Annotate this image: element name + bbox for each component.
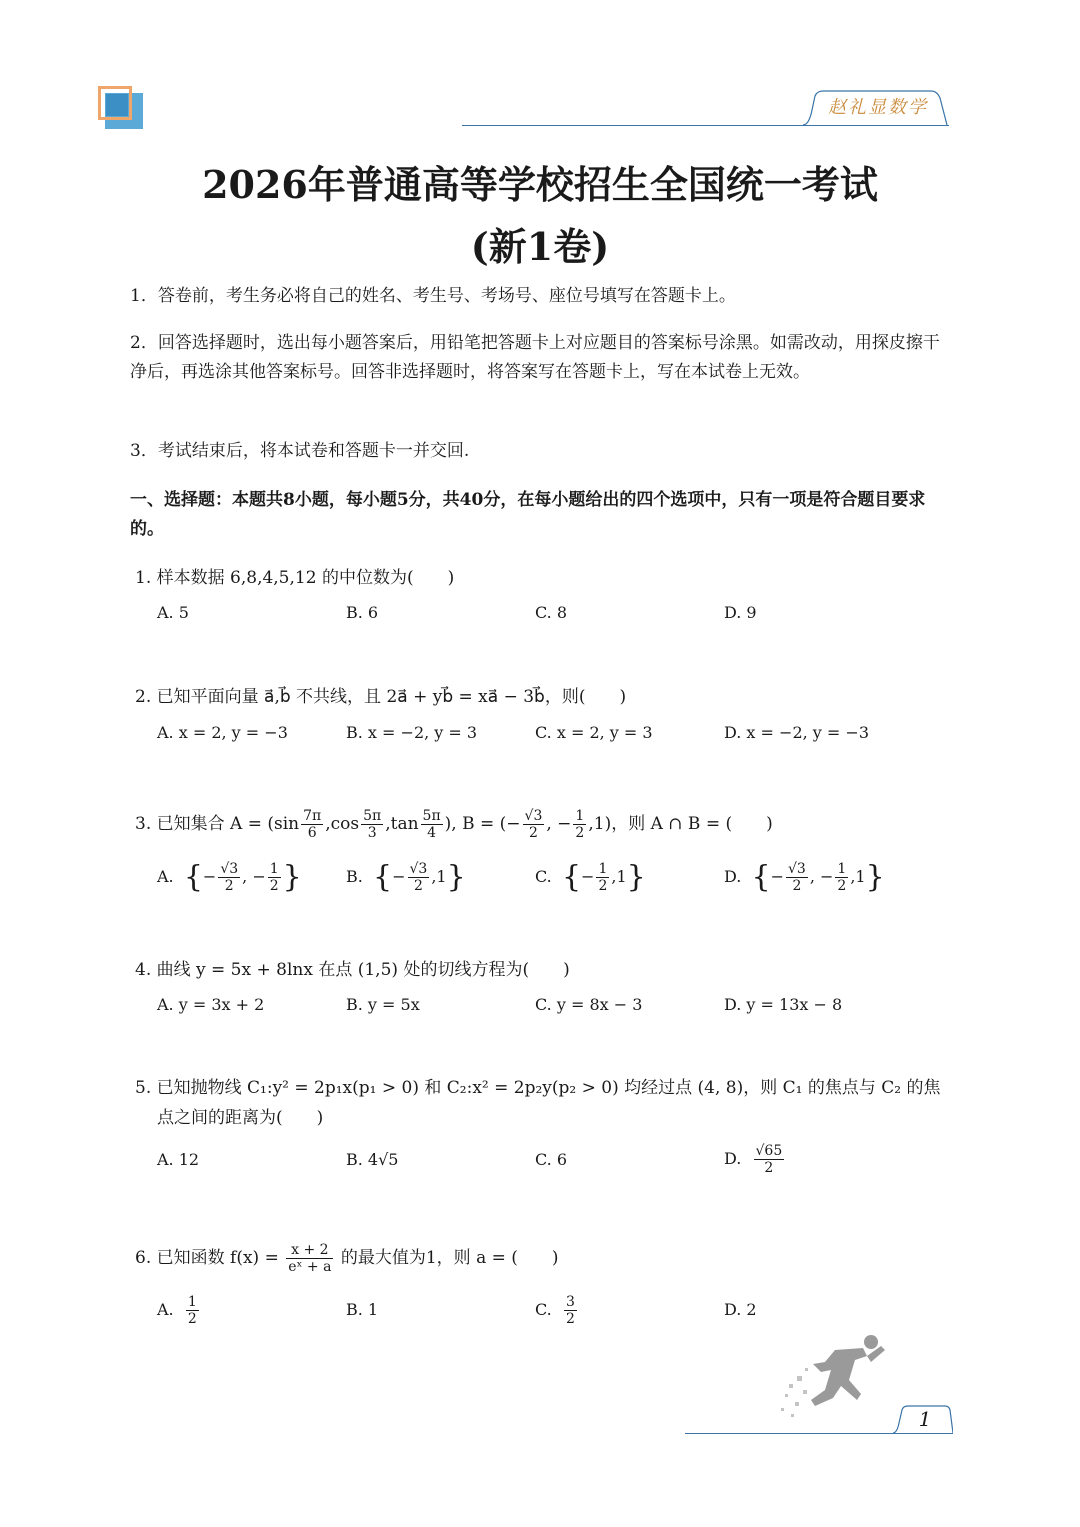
page-number: 1 xyxy=(918,1407,932,1431)
q5-option-b: B. 4√5 xyxy=(346,1150,399,1169)
exam-title: 2026年普通高等学校招生全国统一考试 xyxy=(202,162,878,207)
q3-option-d: D. {− $\frac{√3}{2}$ , − $\frac{1}{2}$ ,1} xyxy=(724,859,885,895)
q4-option-a: A. y = 3x + 2 xyxy=(157,995,265,1014)
q4-option-c: C. y = 8x − 3 xyxy=(535,995,643,1014)
question-2-stem: 2. 已知平面向量 a⃗,b⃗ 不共线，且 2a⃗ + yb⃗ = xa⃗ − 3b⃗，则( ) xyxy=(135,687,627,707)
section-heading: 一、选择题：本题共8小题，每小题5分，共40分，在每小题给出的四个选项中，只有一项是符合题目要求的。 xyxy=(130,490,926,539)
instruction-1: 1．答卷前，考生务必将自己的姓名、考生号、考场号、座位号填写在答题卡上。 xyxy=(130,286,736,306)
q2-option-d: D. x = −2, y = −3 xyxy=(724,723,869,742)
q5-option-a: A. 12 xyxy=(157,1150,200,1169)
q1-option-b: B. 6 xyxy=(346,603,379,622)
question-5-stem-line1: 5. 已知抛物线 C₁:y² = 2p₁x(p₁ > 0) 和 C₂:x² = 2p₂y(p₂ > 0) 均经过点 (4, 8)，则 C₁ 的焦点与 C₂ 的焦 xyxy=(135,1078,941,1098)
q2-option-c: C. x = 2, y = 3 xyxy=(535,723,653,742)
instruction-2: 2．回答选择题时，选出每小题答案后，用铅笔把答题卡上对应题目的答案标号涂黑。如需改动，用探皮擦干净后，再选涂其他答案标号。回答非选择题时，将答案写在答题卡上，写在本试卷上无效。 xyxy=(130,333,940,382)
header-rule xyxy=(462,125,949,126)
question-3-stem: 3. 已知集合 A = (sin $\frac{7\pi}{6}$ ,cos $\frac{5\pi}{3}$ ,tan $\frac{5\pi}{4}$ ), B = (− $\frac{√3}{2}$ , − $\frac{1}{2}$ ,1)，则 A ∩ B = ( ) xyxy=(135,808,773,841)
q1-option-d: D. 9 xyxy=(724,603,757,622)
question-5-stem-line2: 点之间的距离为( ) xyxy=(157,1108,324,1128)
logo-square-frame xyxy=(98,86,132,120)
q1-option-a: A. 5 xyxy=(157,603,189,622)
q4-option-b: B. y = 5x xyxy=(346,995,420,1014)
q3-option-c: C. {− $\frac{1}{2}$ ,1} xyxy=(535,859,646,895)
q6-option-b: B. 1 xyxy=(346,1300,379,1319)
q2-option-a: A. x = 2, y = −3 xyxy=(157,723,288,742)
q2-option-b: B. x = −2, y = 3 xyxy=(346,723,478,742)
q6-option-c: C. $\frac{3}{2}$ xyxy=(535,1294,575,1327)
q6-option-d: D. 2 xyxy=(724,1300,757,1319)
question-4-stem: 4. 曲线 y = 5x + 8lnx 在点 (1,5) 处的切线方程为( ) xyxy=(135,960,570,980)
brand-name: 赵礼显数学 xyxy=(828,97,928,118)
q3-option-b: B. {− $\frac{√3}{2}$ ,1} xyxy=(346,859,466,895)
q5-option-d: D. $\frac{√65}{2}$ xyxy=(724,1143,783,1176)
exam-subtitle: (新1卷) xyxy=(470,224,610,269)
q4-option-d: D. y = 13x − 8 xyxy=(724,995,843,1014)
runner-illustration xyxy=(775,1328,890,1423)
instruction-3: 3．考试结束后，将本试卷和答题卡一并交回. xyxy=(130,441,470,461)
question-1-stem: 1. 样本数据 6,8,4,5,12 的中位数为( ) xyxy=(135,568,455,588)
q5-option-c: C. 6 xyxy=(535,1150,568,1169)
q1-option-c: C. 8 xyxy=(535,603,568,622)
question-6-stem: 6. 已知函数 f(x) = $\frac{x + 2}{\text{eˣ + a}}$ 的最大值为1，则 a = ( ) xyxy=(135,1242,559,1275)
q3-option-a: A. {− $\frac{√3}{2}$ , − $\frac{1}{2}$ } xyxy=(157,859,302,895)
q6-option-a: A. $\frac{1}{2}$ xyxy=(157,1294,197,1327)
